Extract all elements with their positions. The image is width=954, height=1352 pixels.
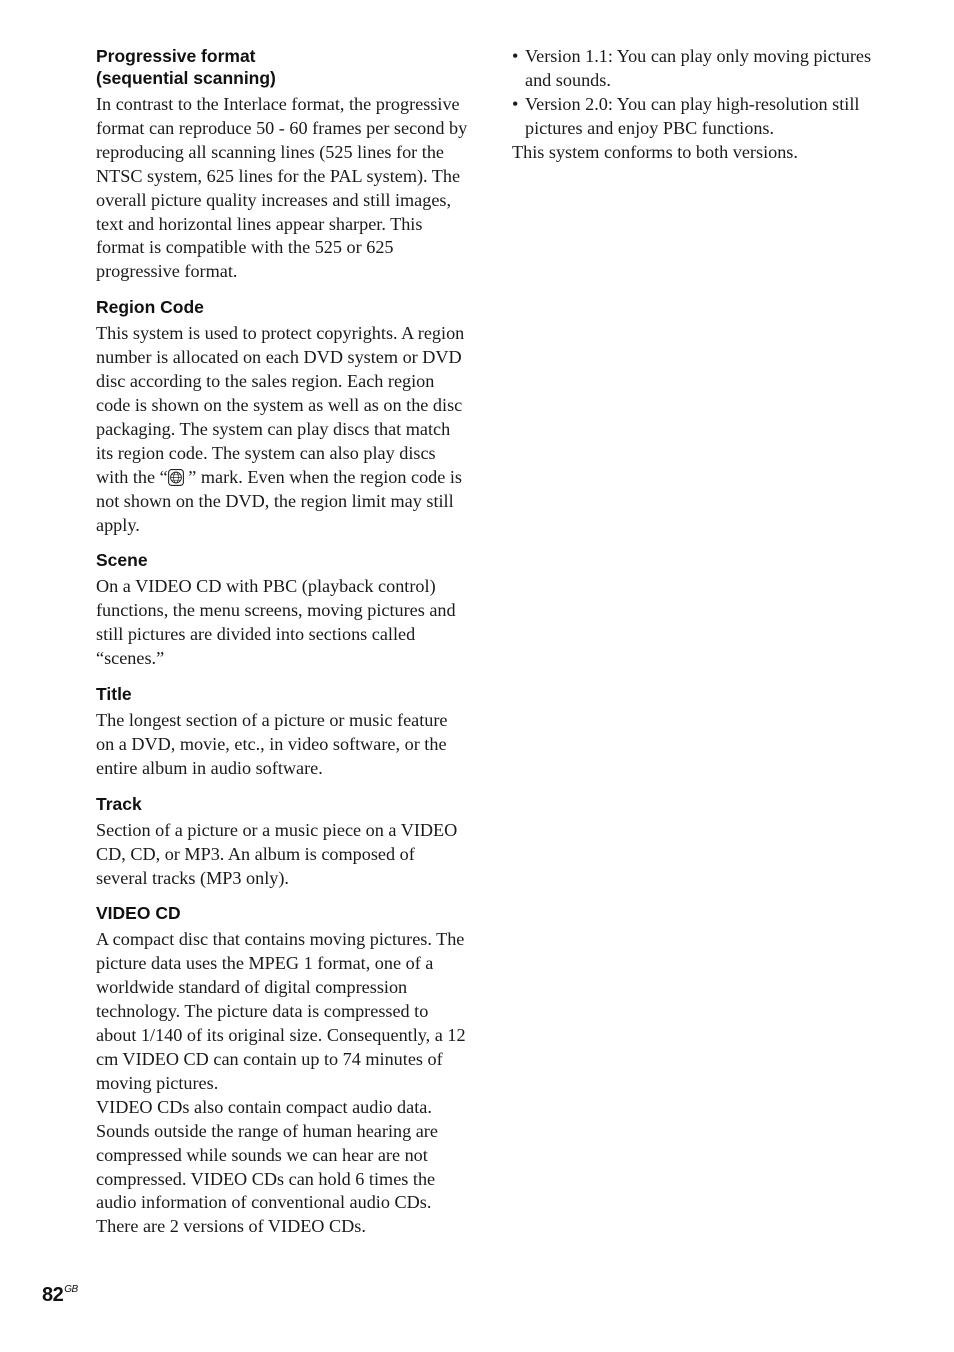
list-item: [512, 93, 892, 141]
list-item-text: Version 2.0: You can play high-resolution still pictures and enjoy PBC functions.: [525, 93, 860, 138]
page-number-suffix: GB: [64, 1284, 78, 1295]
region-all-globe-icon: [168, 469, 184, 486]
region-body-before: This system is used to protect copyrights. A region number is allocated on each DVD system or DVD disc according to the sales region. Each region code is shown on the system as well as on the disc packaging. The system can play discs that match its region code. The system can also play discs with the “: [96, 323, 465, 487]
section-heading-region-code: Region Code: [96, 297, 204, 318]
section-heading-title: Title: [96, 684, 132, 705]
section-heading-video-cd: VIDEO CD: [96, 903, 181, 924]
section-heading-track: Track: [96, 793, 142, 814]
bullet-dot-icon: •: [512, 93, 519, 114]
closing-sentence: This system conforms to both versions.: [512, 141, 798, 162]
section-body-title: The longest section of a picture or music feature on a DVD, movie, etc., in video software, or the entire album in audio software.: [96, 710, 448, 778]
section-video-cd: [96, 902, 468, 1239]
page-number: [42, 1284, 78, 1307]
bullet-dot-icon: •: [512, 46, 519, 66]
list-item-text: Version 1.1: You can play only moving pictures and sounds.: [525, 46, 872, 90]
section-body-progressive: In contrast to the Interlace format, the progressive format can reproduce 50 - 60 frames per second by reproducing all scanning lines (525 lines for the NTSC system, 625 lines for the PAL system). The overall picture quality increases and still images, text and horizontal lines appear sharper. This format is compatible with the 525 or 625 progressive format.: [96, 94, 468, 282]
section-body-video-cd-1: A compact disc that contains moving pictures. The picture data uses the MPEG 1 format, one of a worldwide standard of digital compression technology. The picture data is compressed to about 1/140 of its original size. Consequently, a 12 cm VIDEO CD can contain up to 74 minutes of moving pictures.: [96, 929, 466, 1093]
list-item: [512, 45, 892, 93]
left-column: [96, 45, 468, 1251]
section-track: [96, 793, 468, 891]
section-body-video-cd-2: VIDEO CDs also contain compact audio data. Sounds outside the range of human hearing are compressed while sounds we can hear are not compressed. VIDEO CDs can hold 6 times the audio information of conventional audio CDs.: [96, 1096, 438, 1213]
section-progressive-format: [96, 45, 468, 284]
right-column: [512, 45, 892, 165]
section-heading-progressive: [96, 45, 468, 89]
section-body-scene: On a VIDEO CD with PBC (playback control) functions, the menu screens, moving pictures and still pictures are divided into sections called “scenes.”: [96, 576, 456, 669]
section-body-region-code: [96, 322, 468, 537]
section-scene: [96, 549, 468, 671]
heading-line-2: (sequential scanning): [96, 68, 276, 88]
page-number-value: 82: [42, 1284, 64, 1306]
version-list: [512, 45, 892, 141]
section-body-track: Section of a picture or a music piece on a VIDEO CD, CD, or MP3. An album is composed of several tracks (MP3 only).: [96, 819, 458, 888]
section-body-video-cd-3: There are 2 versions of VIDEO CDs.: [96, 1216, 366, 1237]
region-body-after: ” mark. Even when the region code is not shown on the DVD, the region limit may still apply.: [96, 466, 463, 535]
section-heading-scene: Scene: [96, 550, 148, 571]
heading-line-1: Progressive format: [96, 46, 256, 66]
section-region-code: [96, 296, 468, 537]
section-title: [96, 683, 468, 781]
